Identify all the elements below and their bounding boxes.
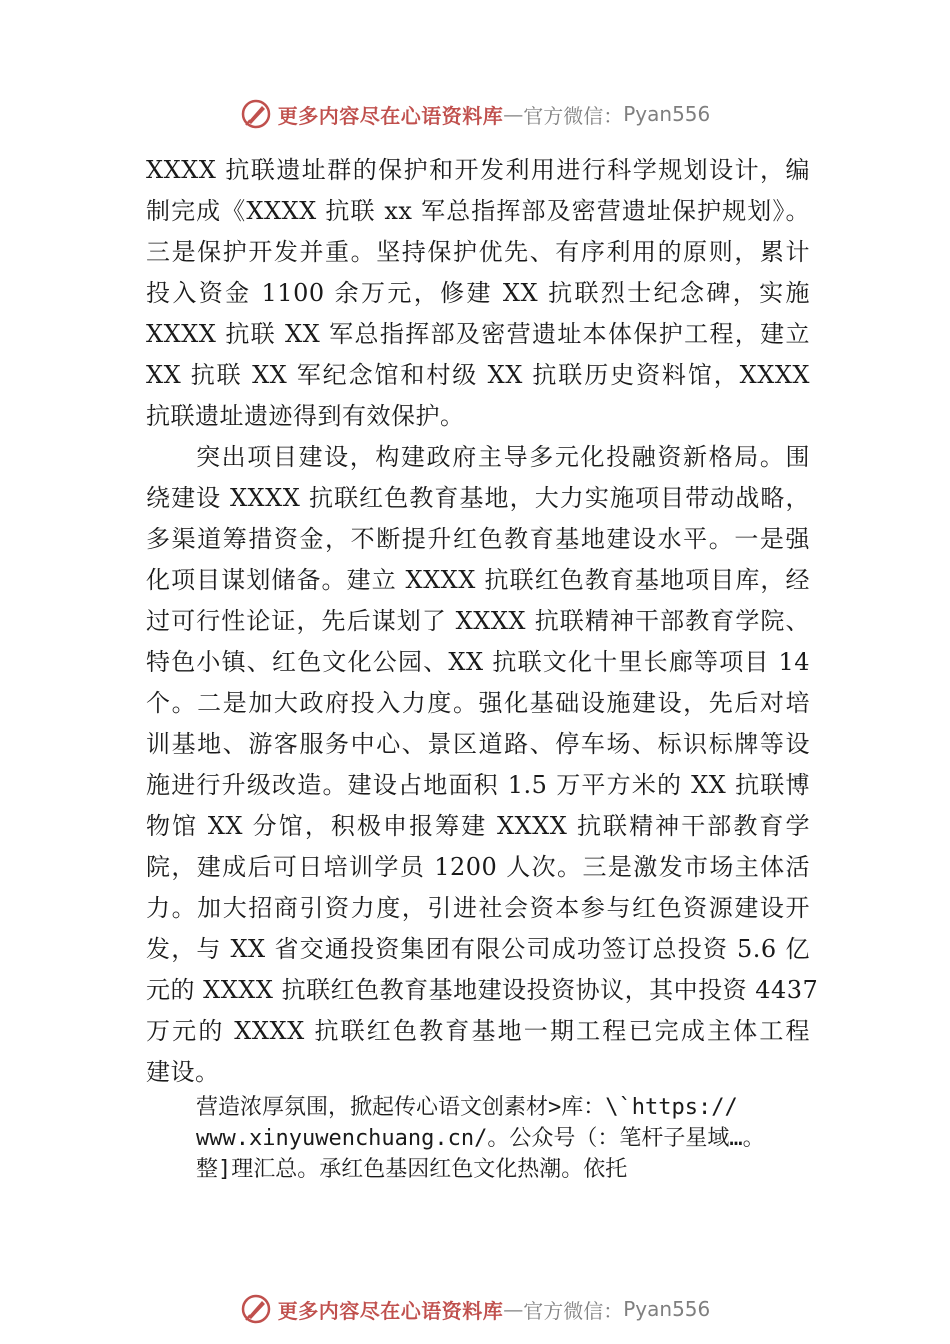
text-line: 施进行升级改造。建设占地面积 1.5 万平方米的 XX 抗联博 (146, 771, 810, 799)
mono-text-line: 营造浓厚氛围，掀起传心语文创素材>库：\`https:// (196, 1095, 738, 1120)
text-line: 制完成《XXXX 抗联 xx 军总指挥部及密营遗址保护规划》。 (146, 197, 810, 225)
text-line: 万元的 XXXX 抗联红色教育基地一期工程已完成主体工程 (146, 1017, 810, 1045)
header-watermark-banner (0, 94, 950, 134)
quill-logo-icon (240, 1293, 272, 1325)
text-line: 物馆 XX 分馆，积极申报筹建 XXXX 抗联精神干部教育学 (146, 812, 810, 840)
mono-text-line: 整]理汇总。承红色基因红色文化热潮。依托 (196, 1157, 628, 1182)
text-line: 过可行性论证，先后谋划了 XXXX 抗联精神干部教育学院、 (146, 607, 810, 635)
text-line: 突出项目建设，构建政府主导多元化投融资新格局。围 (196, 443, 810, 471)
footer-watermark-banner (0, 1289, 950, 1329)
banner-wechat-id: Pyan556 (623, 102, 711, 126)
text-line: 元的 XXXX 抗联红色教育基地建设投资协议，其中投资 4437 (146, 976, 819, 1004)
text-line: 院，建成后可日培训学员 1200 人次。三是激发市场主体活 (146, 853, 810, 881)
banner-wechat-label: 官方微信： (523, 1298, 624, 1323)
banner-dash: — (503, 102, 524, 126)
text-line: 发，与 XX 省交通投资集团有限公司成功签订总投资 5.6 亿 (146, 935, 810, 963)
text-line: 训基地、游客服务中心、景区道路、停车场、标识标牌等设 (146, 730, 810, 758)
text-line: 多渠道筹措资金，不断提升红色教育基地建设水平。一是强 (146, 525, 810, 553)
text-line: 特色小镇、红色文化公园、XX 抗联文化十里长廊等项目 14 (146, 648, 810, 676)
mono-text-block (196, 1092, 796, 1185)
text-line: XX 抗联 XX 军纪念馆和村级 XX 抗联历史资料馆，XXXX (146, 361, 810, 389)
text-line: XXXX 抗联 XX 军总指挥部及密营遗址本体保护工程，建立 (146, 320, 810, 348)
text-line: 投入资金 1100 余万元，修建 XX 抗联烈士纪念碑，实施 (146, 279, 810, 307)
banner-site-name: 更多内容尽在心语资料库 (277, 1298, 504, 1323)
banner-wechat-id: Pyan556 (623, 1297, 711, 1321)
text-line: 建设。 (146, 1058, 220, 1086)
text-line: 抗联遗址遗迹得到有效保护。 (146, 402, 465, 430)
document-body (146, 150, 819, 1093)
quill-logo-icon (240, 98, 272, 130)
text-line: 个。二是加大政府投入力度。强化基础设施建设，先后对培 (146, 689, 810, 717)
text-line: 绕建设 XXXX 抗联红色教育基地，大力实施项目带动战略， (146, 484, 810, 512)
text-line: 力。加大招商引资力度，引进社会资本参与红色资源建设开 (146, 894, 810, 922)
banner-wechat-label: 官方微信： (523, 103, 624, 128)
text-line: XXXX 抗联遗址群的保护和开发利用进行科学规划设计，编 (146, 156, 810, 184)
text-line: 三是保护开发并重。坚持保护优先、有序利用的原则，累计 (146, 238, 810, 266)
text-line: 化项目谋划储备。建立 XXXX 抗联红色教育基地项目库，经 (146, 566, 810, 594)
banner-dash: — (503, 1297, 524, 1321)
banner-site-name: 更多内容尽在心语资料库 (277, 103, 504, 128)
mono-text-line: www.xinyuwenchuang.cn/。公众号（：笔杆子星域…。 (196, 1126, 765, 1151)
